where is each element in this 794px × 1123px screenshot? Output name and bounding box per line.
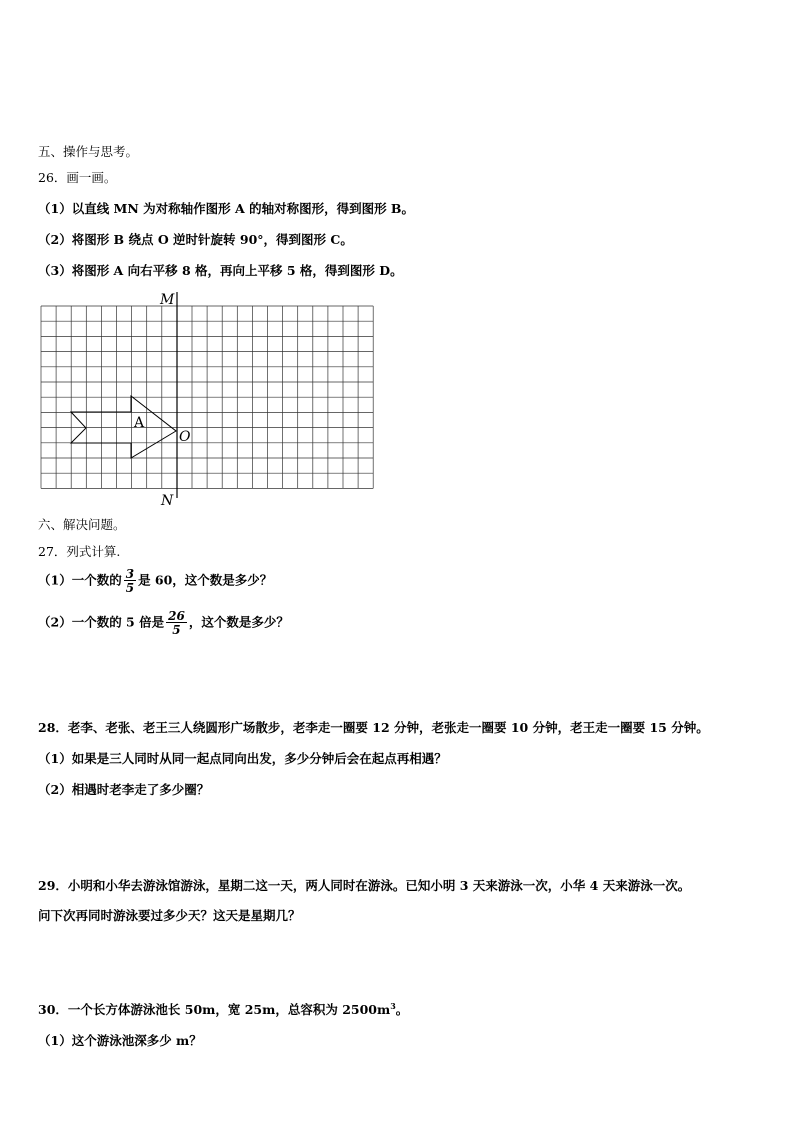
numerator: 3 <box>125 567 135 581</box>
question-27-part2 <box>38 610 289 636</box>
label-m: M <box>160 292 175 308</box>
label-a: A <box>134 415 145 431</box>
q27-p2-before: （2）一个数的 5 倍是 <box>38 614 165 630</box>
grid-lines <box>41 306 373 488</box>
question-30-part1: （1）这个游泳池深多少 m？ <box>38 1033 202 1048</box>
q27-p1-before: （1）一个数的 <box>38 572 122 588</box>
question-28-part2: （2）相遇时老李走了多少圈？ <box>38 782 210 797</box>
question-30-title <box>38 1000 408 1018</box>
denominator: 5 <box>172 623 181 637</box>
label-n: N <box>161 493 174 509</box>
q30-title-end: 。 <box>395 1002 409 1017</box>
question-28-part1: （1）如果是三人同时从同一起点同向出发，多少分钟后会在起点再相遇？ <box>38 751 447 766</box>
q27-p1-after: 是 60，这个数是多少？ <box>138 572 273 588</box>
q30-title-sup: 3 <box>390 1000 396 1011</box>
question-27-part1 <box>38 568 272 594</box>
fraction <box>124 568 136 594</box>
denominator: 5 <box>125 581 135 595</box>
shape-a <box>71 396 176 458</box>
question-26-part3: （3）将图形 A 向右平移 8 格，再向上平移 5 格，得到图形 D。 <box>38 263 403 278</box>
numerator: 26 <box>168 609 185 623</box>
question-26-title: 26．画一画。 <box>38 170 117 185</box>
question-27-title: 27．列式计算. <box>38 544 121 559</box>
question-26-part1: （1）以直线 MN 为对称轴作图形 A 的轴对称图形，得到图形 B。 <box>38 201 414 216</box>
question-28-title: 28．老李、老张、老王三人绕圆形广场散步，老李走一圈要 12 分钟，老张走一圈要 10 分钟，老王走一圈要 15 分钟。 <box>38 720 709 735</box>
q30-title-main: 30．一个长方体游泳池长 50m，宽 25m，总容积为 2500m <box>38 1002 391 1017</box>
q27-p2-after: ，这个数是多少？ <box>188 614 289 630</box>
section6-title: 六、解决问题。 <box>38 517 126 532</box>
grid-figure <box>38 288 383 510</box>
label-o: O <box>179 429 191 445</box>
section5-title: 五、操作与思考。 <box>38 144 139 159</box>
fraction <box>166 610 187 636</box>
question-26-part2: （2）将图形 B 绕点 O 逆时针旋转 90°，得到图形 C。 <box>38 232 353 247</box>
question-29-line2: 问下次再同时游泳要过多少天？这天是星期几？ <box>38 908 301 923</box>
question-29-line1: 29．小明和小华去游泳馆游泳，星期二这一天，两人同时在游泳。已知小明 3 天来游泳一次，小华 4 天来游泳一次。 <box>38 878 691 893</box>
